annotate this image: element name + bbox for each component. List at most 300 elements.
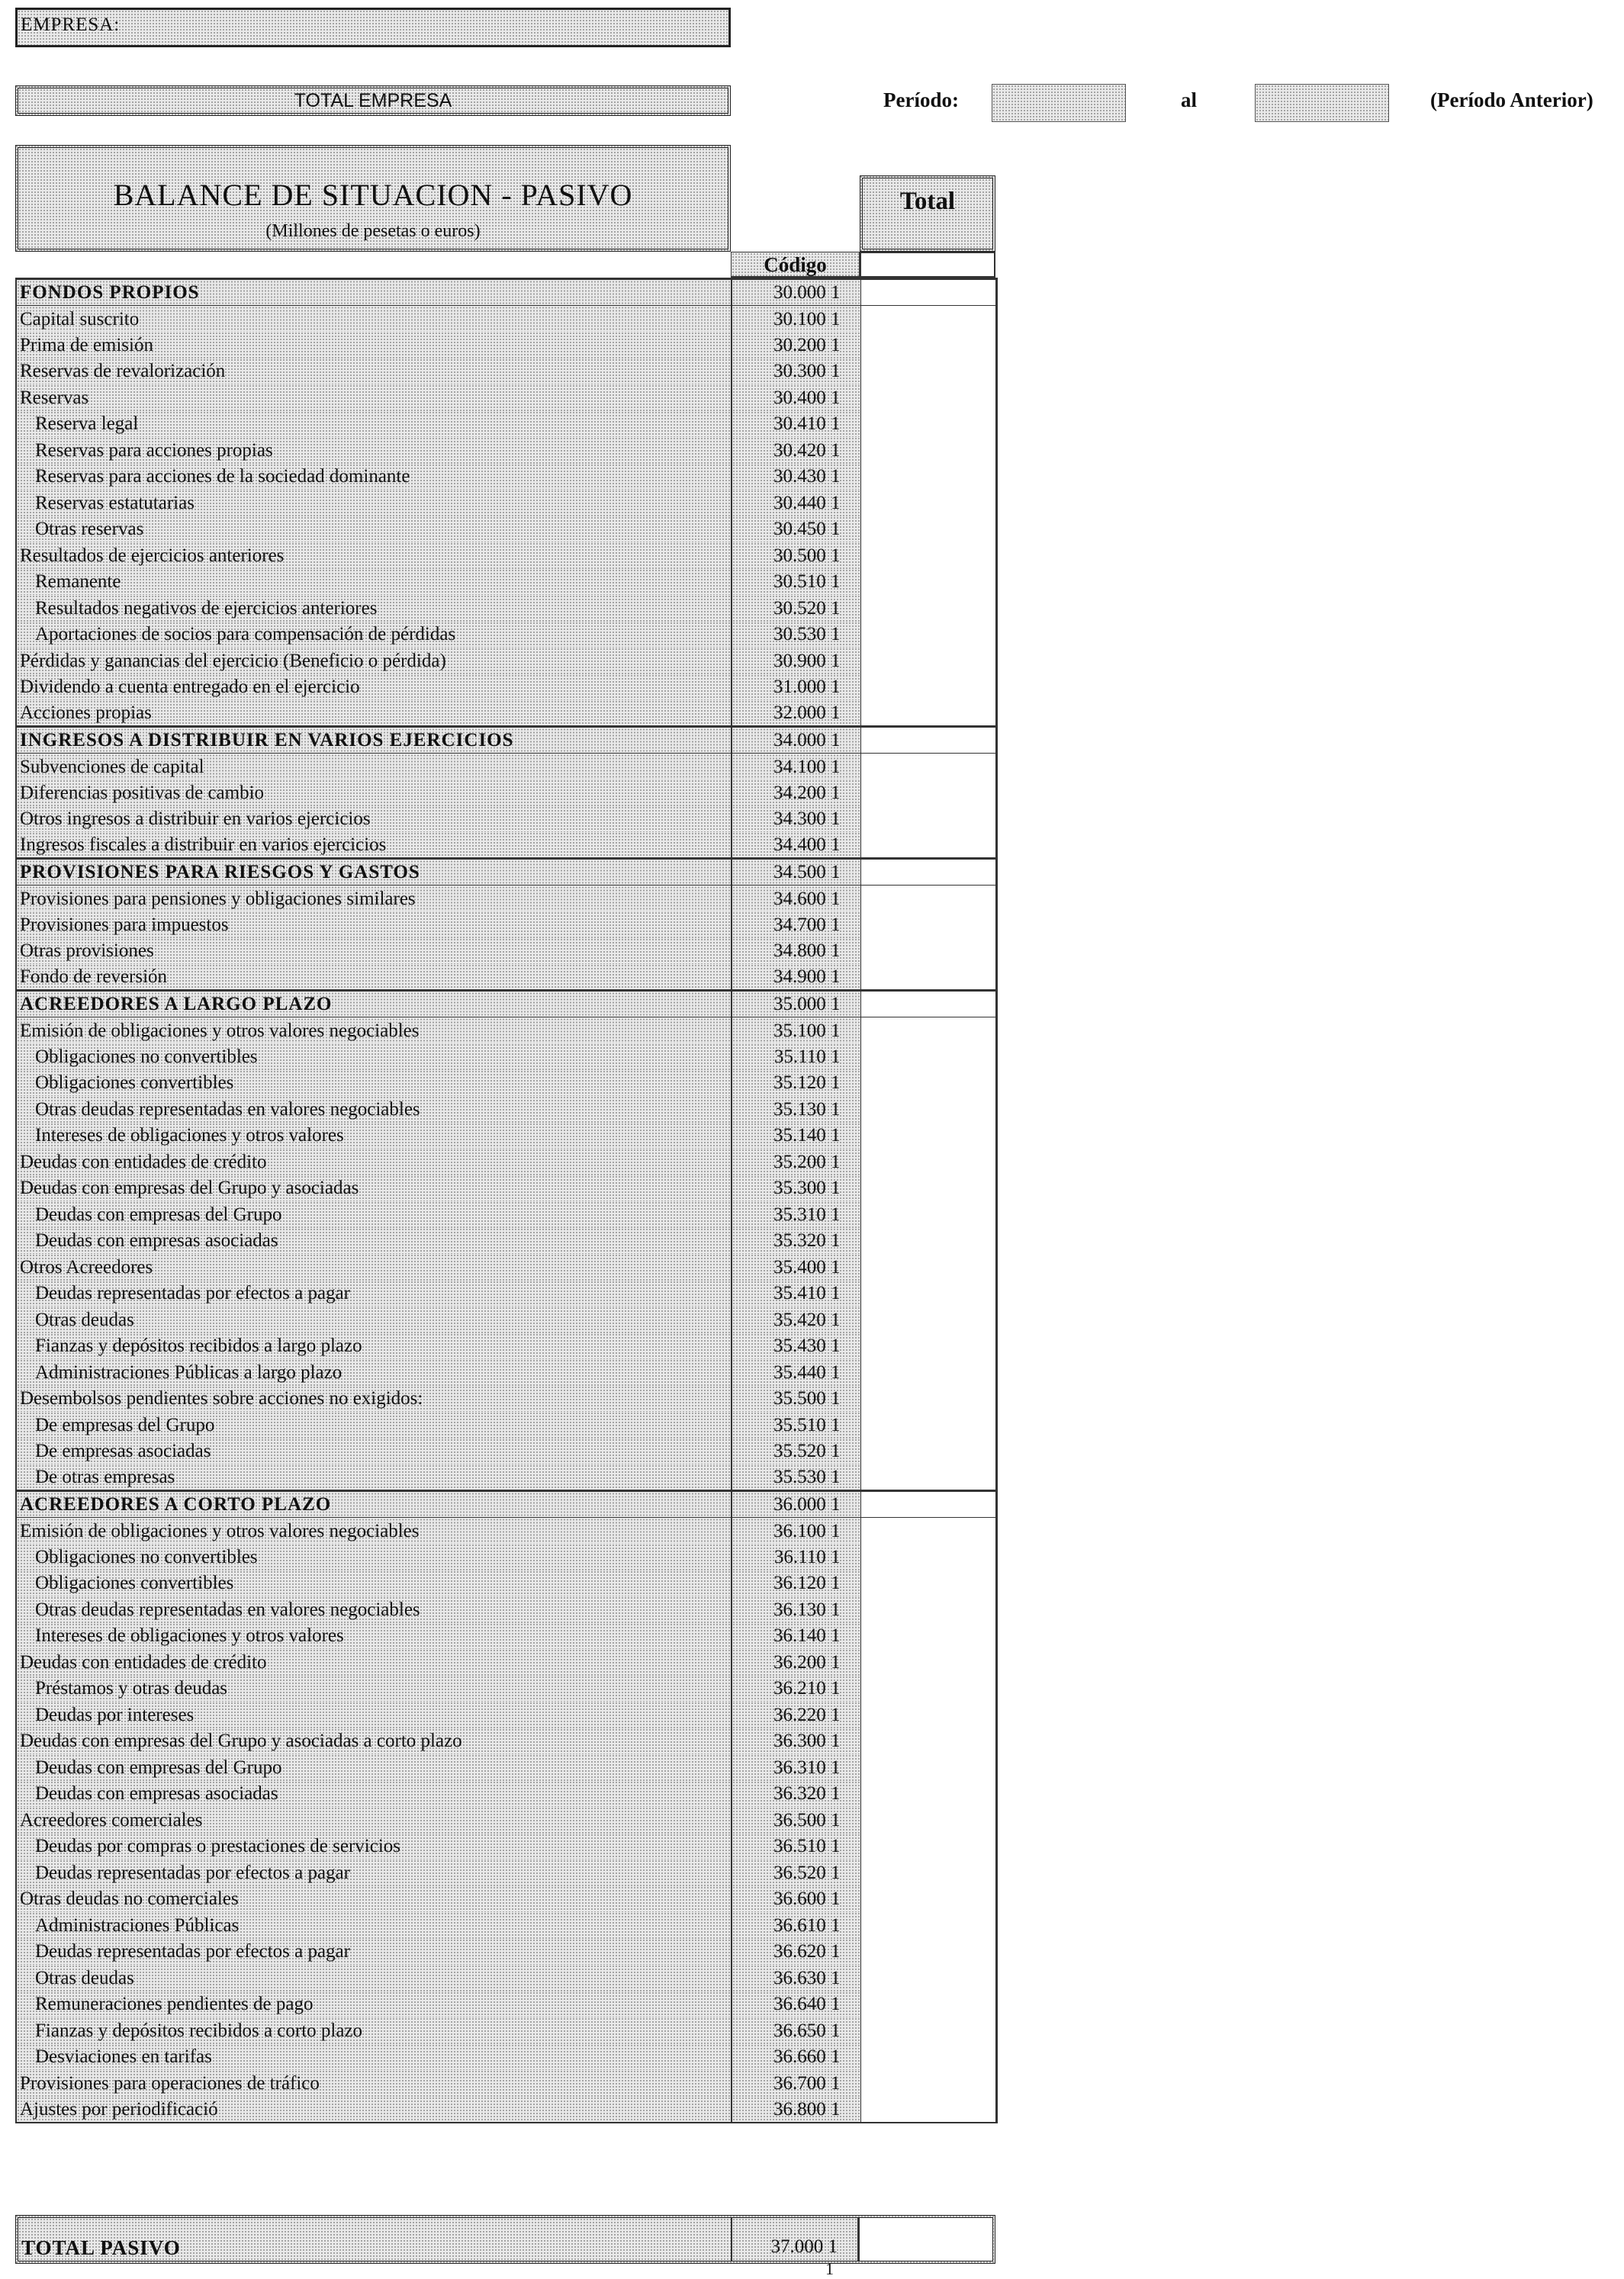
table-row [16,1781,996,1808]
table-row [16,411,996,438]
row-code: 30.510 1 [732,569,860,596]
row-value-input[interactable] [860,1544,996,1570]
row-code: 36.800 1 [732,2097,860,2123]
row-value-input[interactable] [860,1307,996,1333]
row-label: Reservas para acciones propias [16,437,732,464]
row-label: Subvenciones de capital [16,754,732,780]
row-code: 36.140 1 [732,1623,860,1650]
row-label: INGRESOS A DISTRIBUIR EN VARIOS EJERCICIOS [16,727,732,754]
total-pasivo-code: 37.000 1 [770,2236,838,2257]
section-row [16,279,996,306]
row-value-input[interactable] [860,1728,996,1755]
table-row [16,437,996,464]
row-value-input[interactable] [860,886,996,912]
section-row [16,1491,996,1518]
row-label: Deudas con entidades de crédito [16,1649,732,1676]
row-label: De empresas asociadas [16,1438,732,1465]
row-value-input[interactable] [860,1939,996,1966]
row-code: 35.510 1 [732,1412,860,1438]
table-row [16,1307,996,1333]
row-value-input[interactable] [860,1359,996,1386]
total-column-label: Total [899,188,956,215]
row-code: 34.100 1 [732,754,860,780]
row-code: 36.200 1 [732,1649,860,1676]
row-value-input[interactable] [860,1491,996,1518]
table-row [16,1886,996,1913]
row-label: Otras deudas no comerciales [16,1886,732,1913]
row-label: Fondo de reversión [16,964,732,991]
row-code: 32.000 1 [732,700,860,727]
row-label: Reserva legal [16,411,732,438]
row-value-input[interactable] [860,1149,996,1175]
row-label: Deudas con entidades de crédito [16,1149,732,1175]
row-label: Intereses de obligaciones y otros valores [16,1623,732,1650]
table-row [16,648,996,674]
row-value-input[interactable] [860,1623,996,1650]
row-label: Reservas estatutarias [16,490,732,516]
row-value-input[interactable] [860,779,996,806]
row-code: 36.640 1 [732,1991,860,2018]
table-row [16,542,996,569]
row-value-input[interactable] [860,464,996,490]
row-value-input[interactable] [860,1676,996,1702]
table-row [16,806,996,833]
page-subtitle: (Millones de pesetas o euros) [265,221,481,241]
row-value-input[interactable] [860,358,996,385]
row-label: Remuneraciones pendientes de pago [16,1991,732,2018]
row-code: 36.220 1 [732,1702,860,1728]
table-row [16,358,996,385]
table-row [16,1228,996,1255]
row-code: 35.520 1 [732,1438,860,1465]
row-value-input[interactable] [860,911,996,938]
row-value-input[interactable] [860,1886,996,1913]
table-row [16,332,996,358]
row-value-input[interactable] [860,2070,996,2097]
row-label: PROVISIONES PARA RIESGOS Y GASTOS [16,859,732,886]
row-label: Deudas con empresas asociadas [16,1228,732,1255]
row-code: 35.310 1 [732,1201,860,1228]
row-label: Diferencias positivas de cambio [16,779,732,806]
table-row [16,1702,996,1728]
row-value-input[interactable] [860,1175,996,1202]
table-row [16,1017,996,1044]
periodo-al-label: al [1181,88,1198,111]
table-row [16,464,996,490]
page-number: 1 [825,2259,834,2278]
row-label: Acciones propias [16,700,732,727]
row-value-input[interactable] [860,700,996,727]
row-code: 34.900 1 [732,964,860,991]
row-code: 31.000 1 [732,674,860,701]
table-row [16,674,996,701]
row-code: 35.300 1 [732,1175,860,1202]
row-label: Dividendo a cuenta entregado en el ejercicio [16,674,732,701]
row-code: 35.400 1 [732,1254,860,1281]
row-label: Otras deudas representadas en valores negociables [16,1096,732,1123]
table-row [16,1649,996,1676]
row-code: 35.200 1 [732,1149,860,1175]
row-code: 35.420 1 [732,1307,860,1333]
empresa-field[interactable] [15,8,731,47]
table-row [16,1623,996,1650]
row-label: Acreedores comerciales [16,1807,732,1834]
row-value-input[interactable] [860,1333,996,1360]
table-row [16,569,996,596]
row-code: 35.140 1 [732,1123,860,1149]
row-value-input[interactable] [860,648,996,674]
table-row [16,516,996,543]
row-label: Provisiones para impuestos [16,911,732,938]
row-code: 34.200 1 [732,779,860,806]
row-value-input[interactable] [860,1912,996,1939]
total-pasivo-row [15,2215,995,2264]
row-code: 34.500 1 [732,859,860,886]
row-code: 36.130 1 [732,1596,860,1623]
row-value-input[interactable] [860,2017,996,2044]
row-code: 34.800 1 [732,938,860,965]
table-row [16,1912,996,1939]
row-value-input[interactable] [860,384,996,411]
row-value-input[interactable] [860,1860,996,1886]
total-column-header [860,175,995,252]
row-label: Otros Acreedores [16,1254,732,1281]
row-label: Fianzas y depósitos recibidos a largo plazo [16,1333,732,1360]
row-code: 30.900 1 [732,648,860,674]
table-row [16,700,996,727]
row-value-input[interactable] [860,1596,996,1623]
row-code: 36.610 1 [732,1912,860,1939]
table-row [16,938,996,965]
table-row [16,911,996,938]
row-value-input[interactable] [860,490,996,516]
row-value-input[interactable] [860,569,996,596]
row-label: Ajustes por periodificació [16,2097,732,2123]
row-value-input[interactable] [860,1281,996,1307]
row-label: Fianzas y depósitos recibidos a corto plazo [16,2017,732,2044]
table-row [16,1281,996,1307]
table-row [16,1518,996,1545]
row-code: 30.500 1 [732,542,860,569]
table-row [16,2044,996,2071]
row-code: 36.630 1 [732,1965,860,1991]
total-empresa-banner: TOTAL EMPRESA [15,85,731,116]
row-value-input[interactable] [860,595,996,622]
row-label: De empresas del Grupo [16,1412,732,1438]
row-code: 30.000 1 [732,279,860,306]
periodo-to-field[interactable] [1255,84,1389,122]
row-code: 30.430 1 [732,464,860,490]
row-code: 35.410 1 [732,1281,860,1307]
row-label: Administraciones Públicas a largo plazo [16,1359,732,1386]
row-label: Otras deudas representadas en valores negociables [16,1596,732,1623]
row-code: 30.410 1 [732,411,860,438]
row-value-input[interactable] [860,306,996,333]
row-label: ACREEDORES A LARGO PLAZO [16,991,732,1017]
row-label: Pérdidas y ganancias del ejercicio (Beneficio o pérdida) [16,648,732,674]
row-code: 35.130 1 [732,1096,860,1123]
section-row [16,991,996,1017]
table-row [16,1991,996,2018]
row-value-input[interactable] [860,1438,996,1465]
row-label: Deudas con empresas del Grupo y asociadas [16,1175,732,1202]
row-code: 36.110 1 [732,1544,860,1570]
row-code: 34.300 1 [732,806,860,833]
table-row [16,622,996,648]
codigo-column-header: Código [731,252,860,278]
table-row [16,1254,996,1281]
row-code: 36.520 1 [732,1860,860,1886]
row-code: 35.000 1 [732,991,860,1017]
row-code: 30.440 1 [732,490,860,516]
table-row [16,1386,996,1413]
empresa-label: EMPRESA: [21,14,121,35]
table-row [16,1438,996,1465]
table-row [16,1807,996,1834]
row-code: 34.600 1 [732,886,860,912]
row-value-input[interactable] [860,1781,996,1808]
row-label: Deudas por intereses [16,1702,732,1728]
row-value-input[interactable] [860,516,996,543]
row-value-input[interactable] [860,754,996,780]
row-label: Provisiones para pensiones y obligaciones similares [16,886,732,912]
row-code: 30.100 1 [732,306,860,333]
table-row [16,1860,996,1886]
row-code: 36.600 1 [732,1886,860,1913]
table-row [16,1728,996,1755]
row-label: Obligaciones no convertibles [16,1544,732,1570]
row-value-input[interactable] [860,2044,996,2071]
row-label: Reservas para acciones de la sociedad dominante [16,464,732,490]
row-code: 30.400 1 [732,384,860,411]
row-value-input[interactable] [860,1965,996,1991]
row-value-input[interactable] [860,1228,996,1255]
row-label: Deudas con empresas del Grupo [16,1201,732,1228]
total-pasivo-label: TOTAL PASIVO [21,2236,181,2259]
table-row [16,1965,996,1991]
balance-table-body [16,279,996,2123]
row-label: Emisión de obligaciones y otros valores negociables [16,1017,732,1044]
total-pasivo-code-cell [731,2218,860,2261]
row-value-input[interactable] [860,332,996,358]
row-code: 36.210 1 [732,1676,860,1702]
row-label: Deudas por compras o prestaciones de servicios [16,1834,732,1860]
row-label: Desviaciones en tarifas [16,2044,732,2071]
row-code: 35.440 1 [732,1359,860,1386]
row-code: 34.700 1 [732,911,860,938]
row-label: Reservas [16,384,732,411]
table-row [16,2097,996,2123]
row-code: 30.420 1 [732,437,860,464]
table-row [16,1596,996,1623]
row-value-input[interactable] [860,1464,996,1491]
row-label: Deudas con empresas del Grupo y asociadas a corto plazo [16,1728,732,1755]
total-header-cell [860,252,995,278]
row-label: Deudas con empresas del Grupo [16,1754,732,1781]
row-code: 36.510 1 [732,1834,860,1860]
table-row [16,306,996,333]
table-row [16,2017,996,2044]
row-label: Obligaciones no convertibles [16,1043,732,1070]
row-code: 36.120 1 [732,1570,860,1597]
row-value-input[interactable] [860,674,996,701]
row-label: Otras deudas [16,1965,732,1991]
row-value-input[interactable] [860,964,996,991]
periodo-label: Período: [883,88,959,111]
row-code: 30.300 1 [732,358,860,385]
table-row [16,1676,996,1702]
row-label: Resultados negativos de ejercicios anteriores [16,595,732,622]
row-value-input[interactable] [860,1386,996,1413]
row-value-input[interactable] [860,991,996,1017]
table-row [16,595,996,622]
table-row [16,964,996,991]
row-value-input[interactable] [860,1991,996,2018]
table-row [16,832,996,859]
row-label: Reservas de revalorización [16,358,732,385]
periodo-from-field[interactable] [992,84,1126,122]
table-row [16,1834,996,1860]
table-row [16,1412,996,1438]
row-value-input[interactable] [860,859,996,886]
row-value-input[interactable] [860,622,996,648]
row-code: 36.000 1 [732,1491,860,1518]
row-label: Otras reservas [16,516,732,543]
row-value-input[interactable] [860,1834,996,1860]
row-label: Capital suscrito [16,306,732,333]
row-label: Otros ingresos a distribuir en varios ejercicios [16,806,732,833]
row-label: Deudas con empresas asociadas [16,1781,732,1808]
row-value-input[interactable] [860,1649,996,1676]
row-value-input[interactable] [860,1807,996,1834]
row-value-input[interactable] [860,1017,996,1044]
row-code: 36.660 1 [732,2044,860,2071]
table-row [16,1359,996,1386]
row-code: 36.320 1 [732,1781,860,1808]
row-label: Obligaciones convertibles [16,1570,732,1597]
row-value-input[interactable] [860,832,996,859]
row-value-input[interactable] [860,1570,996,1597]
row-code: 36.650 1 [732,2017,860,2044]
row-label: Deudas representadas por efectos a pagar [16,1281,732,1307]
row-value-input[interactable] [860,727,996,754]
total-pasivo-value-cell[interactable] [860,2218,992,2261]
table-row [16,1464,996,1491]
row-code: 35.110 1 [732,1043,860,1070]
table-row [16,1175,996,1202]
row-code: 35.500 1 [732,1386,860,1413]
row-value-input[interactable] [860,1070,996,1097]
row-label: Administraciones Públicas [16,1912,732,1939]
row-label: Intereses de obligaciones y otros valores [16,1123,732,1149]
row-value-input[interactable] [860,1702,996,1728]
row-label: Préstamos y otras deudas [16,1676,732,1702]
row-value-input[interactable] [860,1201,996,1228]
row-value-input[interactable] [860,542,996,569]
row-value-input[interactable] [860,279,996,306]
balance-title-box [15,145,731,252]
row-code: 35.100 1 [732,1017,860,1044]
row-label: De otras empresas [16,1464,732,1491]
row-code: 36.700 1 [732,2070,860,2097]
row-code: 36.100 1 [732,1518,860,1545]
row-value-input[interactable] [860,1096,996,1123]
table-row [16,384,996,411]
row-label: Resultados de ejercicios anteriores [16,542,732,569]
row-label: Emisión de obligaciones y otros valores negociables [16,1518,732,1545]
section-row [16,859,996,886]
row-code: 30.200 1 [732,332,860,358]
row-value-input[interactable] [860,806,996,833]
table-row [16,1754,996,1781]
row-label: Otras provisiones [16,938,732,965]
balance-table [15,278,998,2123]
row-value-input[interactable] [860,1254,996,1281]
table-row [16,1570,996,1597]
row-label: ACREEDORES A CORTO PLAZO [16,1491,732,1518]
row-code: 35.530 1 [732,1464,860,1491]
table-row [16,2070,996,2097]
table-row [16,1096,996,1123]
row-label: Deudas representadas por efectos a pagar [16,1860,732,1886]
row-code: 30.450 1 [732,516,860,543]
row-label: Desembolsos pendientes sobre acciones no exigidos: [16,1386,732,1413]
row-code: 34.000 1 [732,727,860,754]
row-code: 30.530 1 [732,622,860,648]
row-value-input[interactable] [860,938,996,965]
table-row [16,1201,996,1228]
row-label: Otras deudas [16,1307,732,1333]
row-code: 35.320 1 [732,1228,860,1255]
table-row [16,490,996,516]
row-label: Remanente [16,569,732,596]
page-title: BALANCE DE SITUACION - PASIVO [113,178,633,212]
periodo-anterior-label: (Período Anterior) [1430,88,1593,111]
row-code: 35.120 1 [732,1070,860,1097]
row-code: 36.300 1 [732,1728,860,1755]
row-code: 36.310 1 [732,1754,860,1781]
row-code: 36.620 1 [732,1939,860,1966]
row-value-input[interactable] [860,1043,996,1070]
table-row [16,1544,996,1570]
row-value-input[interactable] [860,2097,996,2123]
row-code: 35.430 1 [732,1333,860,1360]
row-label: FONDOS PROPIOS [16,279,732,306]
table-row [16,886,996,912]
table-row [16,1939,996,1966]
row-label: Aportaciones de socios para compensación de pérdidas [16,622,732,648]
row-label: Prima de emisión [16,332,732,358]
row-value-input[interactable] [860,411,996,438]
table-row [16,1043,996,1070]
row-label: Deudas representadas por efectos a pagar [16,1939,732,1966]
row-value-input[interactable] [860,1518,996,1545]
row-value-input[interactable] [860,437,996,464]
section-row [16,727,996,754]
table-row [16,754,996,780]
row-value-input[interactable] [860,1754,996,1781]
row-label: Provisiones para operaciones de tráfico [16,2070,732,2097]
table-row [16,1123,996,1149]
row-code: 36.500 1 [732,1807,860,1834]
row-value-input[interactable] [860,1412,996,1438]
row-code: 30.520 1 [732,595,860,622]
row-value-input[interactable] [860,1123,996,1149]
row-label: Obligaciones convertibles [16,1070,732,1097]
table-row [16,1333,996,1360]
row-code: 34.400 1 [732,832,860,859]
table-row [16,1149,996,1175]
